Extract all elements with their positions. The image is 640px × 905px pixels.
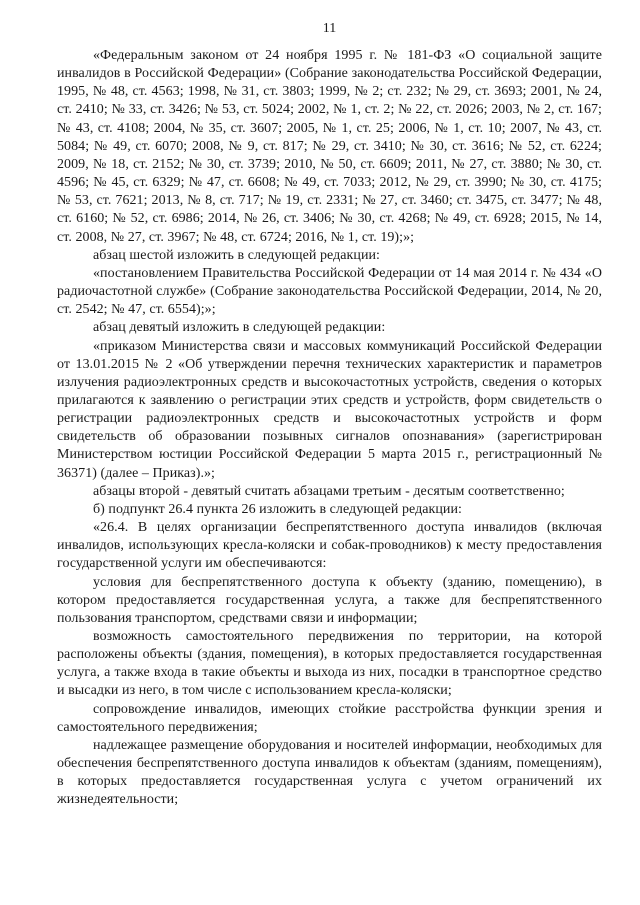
paragraph-sixth-instruction: абзац шестой изложить в следующей редакции: [93,247,380,263]
paragraph-access-conditions: условия для беспрепятственного доступа к объекту (зданию, помещению), в котором предоставляется государственная услуга, а также для беспрепятственного пользования транспортом, средствами связи и информации; [57,574,602,626]
paragraph-government-resolution: «постановлением Правительства Российской Федерации от 14 мая 2014 г. № 434 «О радиочастотной службе» (Собрание законодательства Российской Федерации, 2014, № 20, ст. 2542; № 47, ст. 6554);»; [57,265,602,318]
paragraph-federal-law-citation: «Федеральным законом от 24 ноября 1995 г. № 181-ФЗ «О социальной защите инвалидов в Российской Федерации» (Собрание законодательства Российской Федерации, 1995, № 48, ст. 4563; 1998, № 31, ст. 3803; 1999, № 2; ст. 232; № 29, ст. 3693; 2001, № 24, ст. 2410; № 33, ст. 3426; № 53, ст. 5024; 2002, № 1, ст. 2; № 22, ст. 2026; 2003, № 2, ст. 167; № 43, ст. 4108; 2004, № 35, ст. 3607; 2005, № 1, ст. 25; 2006, № 1, ст. 10; 2007, № 43, ст. 5084; № 49, ст. 6070; 2008, № 9, ст. 817; № 29, ст. 3410; № 30, ст. 3616; № 52, ст. 6224; 2009, № 18, ст. 2152; № 30, ст. 3739; 2010, № 50, ст. 6609; 2011, № 27, ст. 3880; № 30, ст. 4596; № 45, ст. 6329; № 47, ст. 6608; № 49, ст. 7033; 2012, № 29, ст. 3990; № 30, ст. 4175; № 53, ст. 7621; 2013, № 8, ст. 717; № 19, ст. 2331; № 27, ст. 3460; ст. 3475, ст. 3477; № 48, ст. 6160; № 52, ст. 6986; 2014, № 26, ст. 3406; № 30, ст. 4268; № 49, ст. 6928; 2015, № 14, ст. 2008, № 27, ст. 3967; № 48, ст. 6724; 2016, № 1, ст. 19);»; [57,48,602,245]
paragraph-ministry-order: «приказом Министерства связи и массовых коммуникаций Российской Федерации от 13.01.2015 № 2 «Об утверждении перечня технических характеристик и параметров излучения радиоэлектронных средств и высокочастотных устройств, сведения о которых прилагаются к заявлению о регистрации этих средств и устройств, форм свидетельств о регистрации радиоэлектронных средств и высокочастотных устройств и форм свидетельств об образовании позывных сигналов опознавания» (зарегистрирован Министерством юстиции Российской Федерации 5 марта 2015 г., регистрационный № 36371) (далее – Приказ).»; [57,338,602,481]
paragraph-equipment-placement: надлежащее размещение оборудования и носителей информации, необходимых для обеспечения беспрепятственного доступа инвалидов к объектам (зданиям, помещениям), в которых предоставляется государственная услуга с учетом ограничений их жизнедеятельности; [57,737,602,808]
paragraph-subclause-26-4-instruction: б) подпункт 26.4 пункта 26 изложить в следующей редакции: [93,501,462,517]
paragraph-independent-movement: возможность самостоятельного передвижения по территории, на которой расположены объекты (здания, помещения), в которых предоставляется государственная услуга, а также входа в такие объекты и выхода из них, посадки в транспортное средство и высадки из него, в том числе с использованием кресла-коляски; [57,629,602,699]
paragraph-ninth-instruction: абзац девятый изложить в следующей редакции: [93,320,386,336]
page-number: 11 [322,21,337,36]
paragraph-subclause-26-4: «26.4. В целях организации беспрепятственного доступа инвалидов (включая инвалидов, использующих кресла-коляски и собак-проводников) к месту предоставления государственной услуги им обеспечиваются: [57,520,602,572]
paragraph-accompaniment: сопровождение инвалидов, имеющих стойкие расстройства функции зрения и самостоятельного передвижения; [57,701,602,735]
paragraph-renumbering: абзацы второй - девятый считать абзацами третьим - десятым соответственно; [93,483,565,499]
